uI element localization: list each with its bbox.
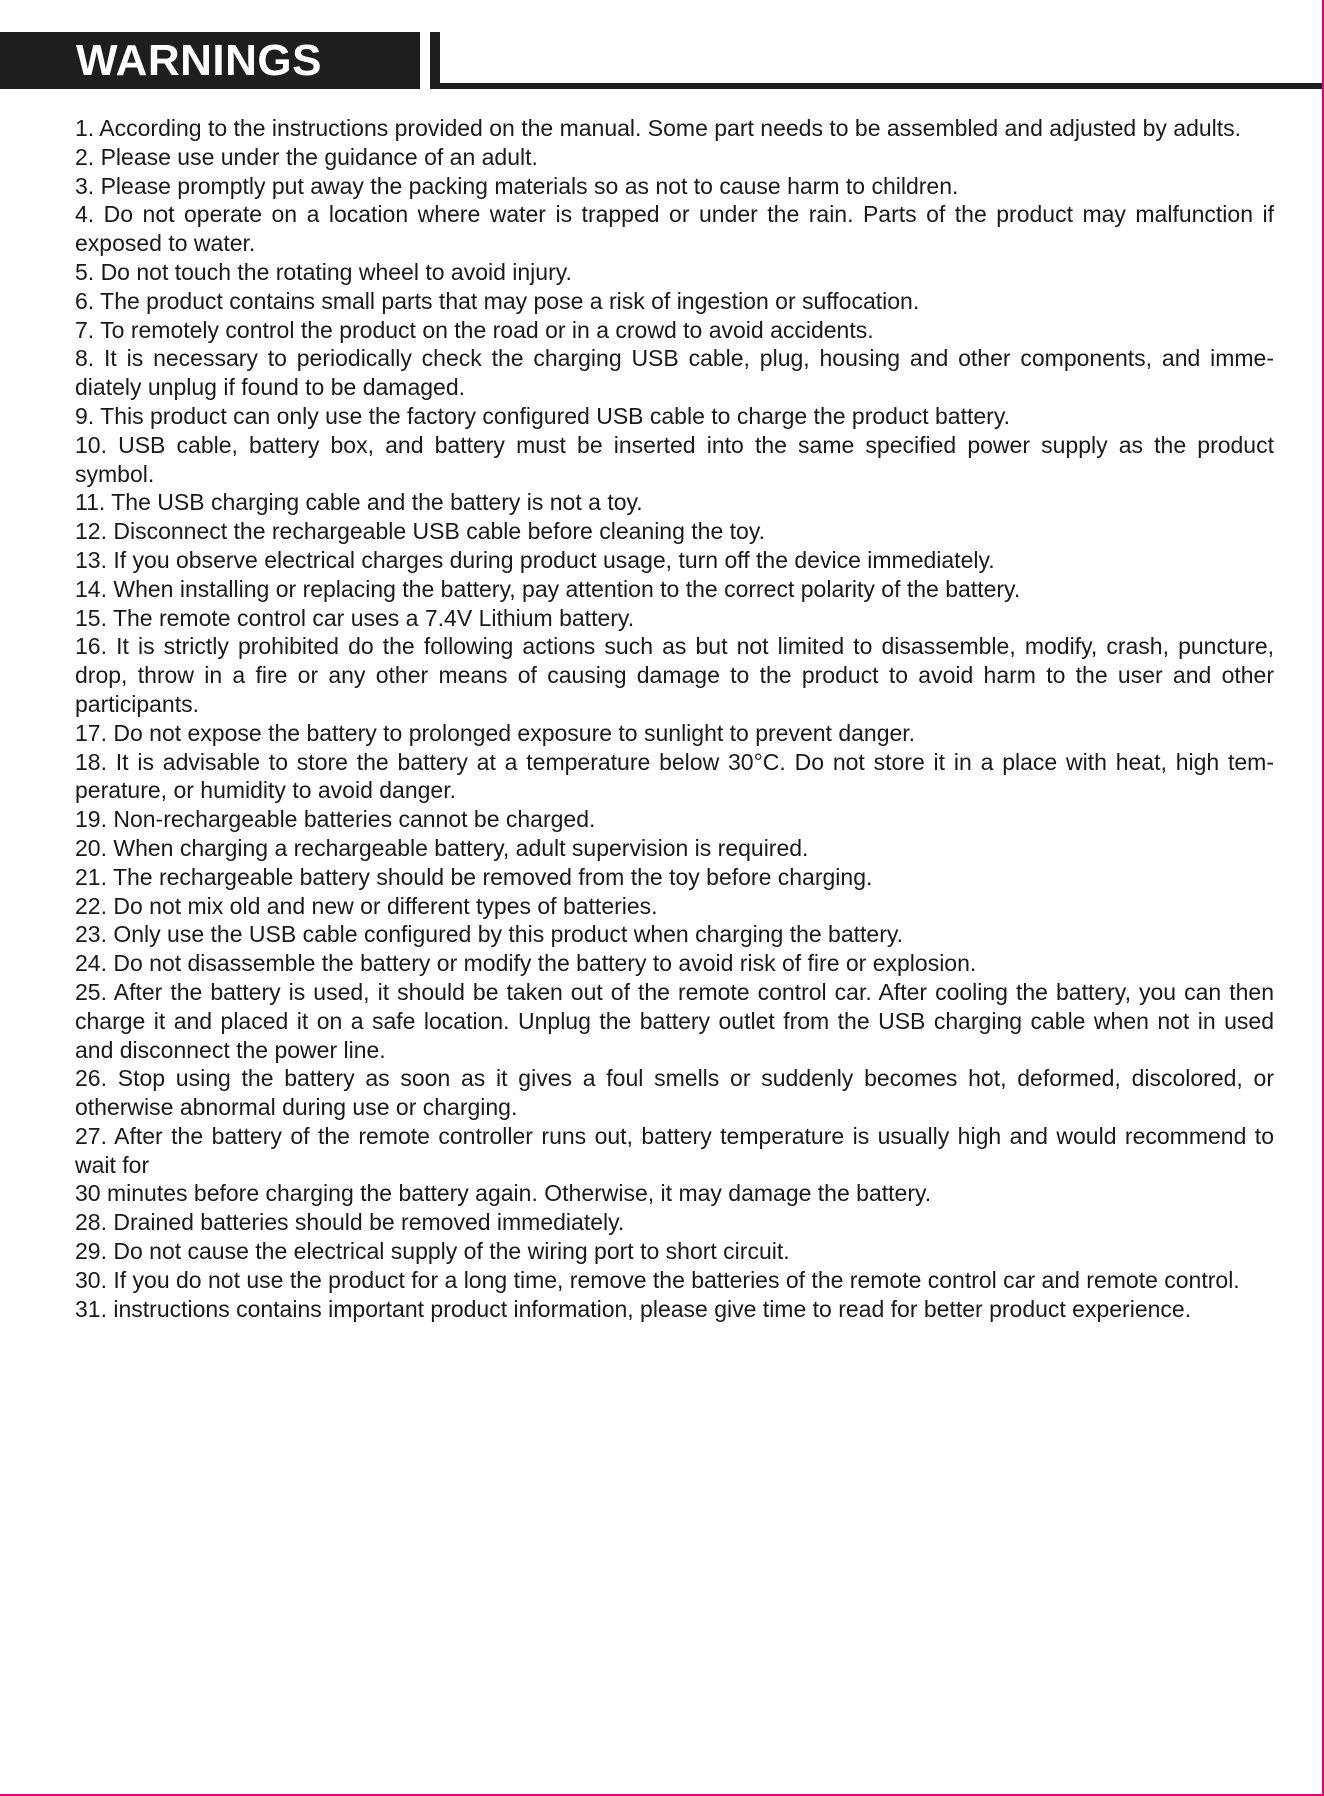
warning-item-2: 2. Please use under the guidance of an adult. [75,143,538,170]
warning-item-10: 10. USB cable, battery box, and battery must be inserted into the same specified power supply as the product symbol. [75,431,1274,487]
warning-item-21: 21. The rechargeable battery should be removed from the toy before charging. [75,863,873,890]
warning-item-24: 24. Do not disassemble the battery or modify the battery to avoid risk of fire or explosion. [75,950,977,977]
warning-item-8: 8. It is necessary to periodically check the charging USB cable, plug, housing and other components, and imme-diately unplug if found to be damaged. [75,345,1274,401]
header-rule [440,83,1322,89]
warning-item-3: 3. Please promptly put away the packing materials so as not to cause harm to children. [75,172,959,199]
warning-item-14: 14. When installing or replacing the battery, pay attention to the correct polarity of the battery. [75,575,1021,602]
warning-item-1: 1. According to the instructions provided on the manual. Some part needs to be assembled and adjusted by adults. [75,115,1242,141]
warning-item-19: 19. Non-rechargeable batteries cannot be charged. [75,806,596,833]
warnings-list [75,114,1274,1323]
warning-item-12: 12. Disconnect the rechargeable USB cable before cleaning the toy. [75,518,765,545]
warning-item-11: 11. The USB charging cable and the battery is not a toy. [75,489,643,516]
header-post [430,32,440,89]
warning-item-9: 9. This product can only use the factory configured USB cable to charge the product battery. [75,402,1011,429]
warning-item-27-continued: 30 minutes before charging the battery again. Otherwise, it may damage the battery. [75,1180,932,1207]
warning-item-22: 22. Do not mix old and new or different types of batteries. [75,892,658,919]
page-title: WARNINGS [76,36,322,85]
warning-item-15: 15. The remote control car uses a 7.4V Lithium battery. [75,604,635,631]
warning-item-25: 25. After the battery is used, it should be taken out of the remote control car. After cooling the battery, you can then charge it and placed it on a safe location. Unplug the battery outlet from the USB charging cable when not in used and disconnect the power line. [75,978,1274,1063]
warning-item-17: 17. Do not expose the battery to prolonged exposure to sunlight to prevent danger. [75,719,916,746]
warning-item-29: 29. Do not cause the electrical supply of the wiring port to short circuit. [75,1238,790,1265]
warning-item-13: 13. If you observe electrical charges during product usage, turn off the device immediately. [75,546,995,573]
header-notch [420,32,430,89]
warning-item-23: 23. Only use the USB cable configured by this product when charging the battery. [75,921,904,948]
warning-item-16: 16. It is strictly prohibited do the following actions such as but not limited to disassemble, modify, crash, puncture, drop, throw in a fire or any other means of causing damage to the product to avoid harm to the user and other participants. [75,633,1274,717]
warning-item-20: 20. When charging a rechargeable battery, adult supervision is required. [75,834,809,861]
warning-item-31: 31. instructions contains important product information, please give time to read for better product experience. [75,1295,1192,1322]
warning-item-4: 4. Do not operate on a location where water is trapped or under the rain. Parts of the product may malfunction if exposed to water. [75,201,1274,257]
warning-item-6: 6. The product contains small parts that may pose a risk of ingestion or suffocation. [75,287,920,314]
warning-item-27: 27. After the battery of the remote controller runs out, battery temperature is usually high and would recommend to wait for [75,1122,1274,1178]
warning-item-30: 30. If you do not use the product for a long time, remove the batteries of the remote control car and remote control. [75,1266,1240,1293]
warning-item-7: 7. To remotely control the product on the road or in a crowd to avoid accidents. [75,316,874,343]
warning-item-28: 28. Drained batteries should be removed immediately. [75,1209,625,1236]
warning-item-26: 26. Stop using the battery as soon as it gives a foul smells or suddenly becomes hot, deformed, discolored, or otherwise abnormal during use or charging. [75,1065,1274,1121]
warning-item-5: 5. Do not touch the rotating wheel to avoid injury. [75,258,572,285]
warning-item-18: 18. It is advisable to store the battery at a temperature below 30°C. Do not store it in a place with heat, high tem-perature, or humidity to avoid danger. [75,748,1274,804]
